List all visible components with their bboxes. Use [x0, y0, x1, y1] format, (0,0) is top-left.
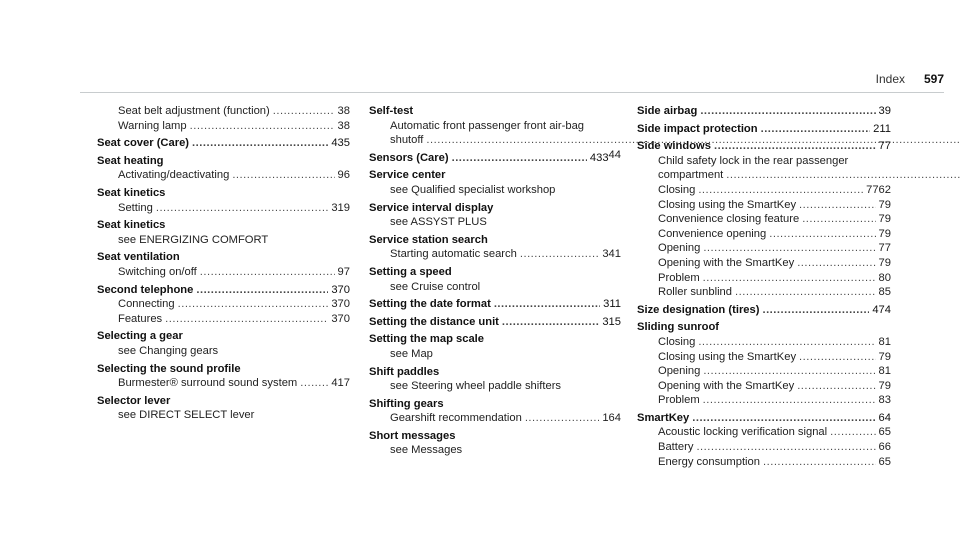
index-entry [97, 186, 350, 215]
index-heading: Setting a speed [369, 265, 452, 278]
index-entry [637, 411, 891, 469]
index-subentry[interactable]: Closing ..... 81 [637, 335, 891, 350]
index-heading: Seat ventilation [97, 251, 180, 264]
index-entry [637, 122, 891, 137]
index-entry [369, 233, 621, 262]
index-entry [637, 320, 891, 408]
page-ref: 79 [878, 198, 891, 211]
index-subentry[interactable]: Warning lamp ..... 38 [97, 119, 350, 134]
page-ref: 311 [603, 298, 621, 311]
page-ref: 96 [337, 169, 350, 182]
index-entry [369, 168, 621, 197]
index-heading[interactable]: Side impact protection ..... 211 [637, 122, 891, 137]
index-entry [97, 394, 350, 423]
index-subentry[interactable]: Closing ..... 77 [637, 183, 879, 198]
index-heading[interactable]: Seat cover (Care) ..... 435 [97, 136, 350, 151]
index-entry [637, 139, 891, 300]
index-see-reference[interactable]: see ENERGIZING COMFORT [118, 233, 269, 246]
header-rule [80, 92, 944, 93]
index-subentry[interactable]: Problem ..... 83 [637, 393, 891, 408]
page-ref: 370 [331, 283, 350, 296]
index-entry [97, 154, 350, 183]
page-ref: 81 [878, 365, 891, 378]
page-ref: 65 [878, 455, 891, 468]
page-ref: 77 [878, 242, 891, 255]
index-heading: Service center [369, 169, 446, 182]
page-ref: 97 [337, 265, 350, 278]
index-see-reference[interactable]: see Cruise control [390, 280, 481, 293]
index-subentry[interactable]: Closing using the SmartKey ..... 79 [637, 350, 891, 365]
page-ref: 80 [878, 271, 891, 284]
index-see-reference[interactable]: see DIRECT SELECT lever [118, 409, 255, 422]
index-column-2 [369, 104, 621, 461]
index-entry [369, 151, 621, 166]
index-subentry[interactable]: Setting ..... 319 [97, 201, 350, 216]
index-subentry[interactable]: Switching on/off ..... 97 [97, 265, 350, 280]
index-heading: Setting the map scale [369, 333, 485, 346]
page-header [0, 72, 960, 86]
index-see-reference[interactable]: see Qualified specialist workshop [390, 183, 556, 196]
index-subentry[interactable]: Burmester® surround sound system ..... 417 [97, 376, 350, 391]
index-heading: Seat kinetics [97, 186, 166, 199]
page-ref: 370 [331, 312, 350, 325]
index-heading: Short messages [369, 429, 456, 442]
page-ref: 81 [878, 335, 891, 348]
index-heading: Selector lever [97, 394, 171, 407]
index-entry [369, 429, 621, 458]
page-ref: 341 [602, 248, 621, 261]
index-heading: Seat heating [97, 154, 164, 167]
page-ref: 370 [331, 298, 350, 311]
page-ref: 66 [878, 441, 891, 454]
index-see-reference[interactable]: see Map [390, 347, 433, 360]
index-entry [369, 265, 621, 294]
index-subentry[interactable]: Connecting ..... 370 [97, 297, 350, 312]
page-ref: 79 [878, 379, 891, 392]
page-ref: 79 [878, 213, 891, 226]
index-subentry[interactable]: Convenience closing feature ..... 79 [637, 212, 891, 227]
page-ref: 64 [878, 411, 891, 424]
page-ref: 38 [337, 105, 350, 117]
page-number: 597 [923, 72, 944, 86]
index-subentry[interactable]: Roller sunblind ..... 85 [637, 285, 891, 300]
index-heading: Seat kinetics [97, 219, 166, 232]
page-ref: 164 [602, 412, 621, 425]
index-subentry[interactable]: Opening with the SmartKey ..... 79 [637, 256, 891, 271]
index-heading: Sliding sunroof [637, 321, 720, 334]
page-ref: 417 [331, 377, 350, 390]
header-label: Index [875, 72, 905, 86]
index-entry [97, 104, 350, 133]
index-subentry[interactable]: Child safety lock in the rear passenger compartment ..... 62 [637, 154, 891, 183]
index-heading[interactable]: Size designation (tires) ..... 474 [637, 303, 891, 318]
index-subentry[interactable]: Battery ..... 66 [637, 440, 891, 455]
index-heading: Shift paddles [369, 365, 440, 378]
page-ref: 211 [873, 122, 891, 135]
page-ref: 65 [878, 426, 891, 439]
index-subentry[interactable]: Seat belt adjustment (function) ..... 38 [97, 104, 350, 119]
page-ref: 474 [872, 303, 891, 316]
index-subentry[interactable]: Problem ..... 80 [637, 271, 891, 286]
index-heading[interactable]: Setting the distance unit ..... 315 [369, 315, 621, 330]
index-see-reference[interactable]: see Changing gears [118, 344, 219, 357]
index-entry [369, 201, 621, 230]
index-subentry[interactable]: Acoustic locking verification signal ..... 65 [637, 425, 891, 440]
page-ref: 39 [878, 105, 891, 117]
page-ref: 315 [602, 315, 621, 328]
index-subentry[interactable]: Opening with the SmartKey ..... 79 [637, 379, 891, 394]
index-heading: Service station search [369, 233, 488, 246]
index-entry [97, 250, 350, 279]
index-subentry[interactable]: Opening ..... 77 [637, 241, 891, 256]
index-see-reference[interactable]: see Messages [390, 444, 463, 457]
index-entry [369, 297, 621, 312]
index-entry [369, 332, 621, 361]
index-subentry[interactable]: Gearshift recommendation ..... 164 [369, 411, 621, 426]
index-heading[interactable]: SmartKey ..... 64 [637, 411, 891, 426]
index-subentry[interactable]: Closing using the SmartKey ..... 79 [637, 198, 891, 213]
index-entry [369, 365, 621, 394]
page-ref: 83 [878, 394, 891, 407]
index-entry [97, 329, 350, 358]
index-column-1 [97, 104, 350, 426]
page-ref: 319 [331, 201, 350, 214]
page-ref: 38 [337, 119, 350, 132]
page-ref: 79 [878, 256, 891, 269]
page-ref: 62 [878, 183, 891, 196]
index-heading[interactable]: Side airbag ..... 39 [637, 104, 891, 119]
index-entry [369, 397, 621, 426]
index-subentry[interactable]: Activating/deactivating ..... 96 [97, 168, 350, 183]
index-entry [97, 136, 350, 151]
page-ref: 77 [866, 183, 879, 196]
index-see-reference[interactable]: see Steering wheel paddle shifters [390, 380, 562, 393]
index-heading[interactable]: Sensors (Care) ..... 433 [369, 151, 609, 166]
index-subentry[interactable]: Energy consumption ..... 65 [637, 455, 891, 470]
index-entry [637, 303, 891, 318]
page-ref: 77 [878, 140, 891, 153]
index-subentry[interactable]: Starting automatic search ..... 341 [369, 247, 621, 262]
index-subentry[interactable]: Convenience opening ..... 79 [637, 227, 891, 242]
index-subentry[interactable]: Opening ..... 81 [637, 364, 891, 379]
index-entry [97, 362, 350, 391]
index-heading: Selecting a gear [97, 330, 183, 343]
index-entry [637, 104, 891, 119]
index-heading[interactable]: Side windows ..... 77 [637, 139, 891, 154]
index-heading: Service interval display [369, 201, 494, 214]
page-ref: 433 [589, 151, 609, 164]
index-heading[interactable]: Setting the date format ..... 311 [369, 297, 621, 312]
page-ref: 79 [878, 227, 891, 240]
index-subentry[interactable]: Automatic front passenger front air-bag shutoff ..... 44 [369, 119, 621, 148]
page-ref: 44 [608, 148, 621, 161]
index-column-3 [637, 104, 891, 472]
index-entry [97, 218, 350, 247]
index-heading[interactable]: Second telephone ..... 370 [97, 283, 350, 298]
index-subentry[interactable]: Features ..... 370 [97, 312, 350, 327]
index-heading: Selecting the sound profile [97, 362, 241, 375]
index-entry [369, 315, 621, 330]
page-ref: 85 [878, 286, 891, 299]
index-entry [97, 283, 350, 327]
index-see-reference[interactable]: see ASSYST PLUS [390, 216, 487, 229]
page-ref: 435 [331, 137, 350, 150]
index-heading: Self-test [369, 105, 414, 117]
page-ref: 79 [878, 350, 891, 363]
index-heading: Shifting gears [369, 397, 444, 410]
